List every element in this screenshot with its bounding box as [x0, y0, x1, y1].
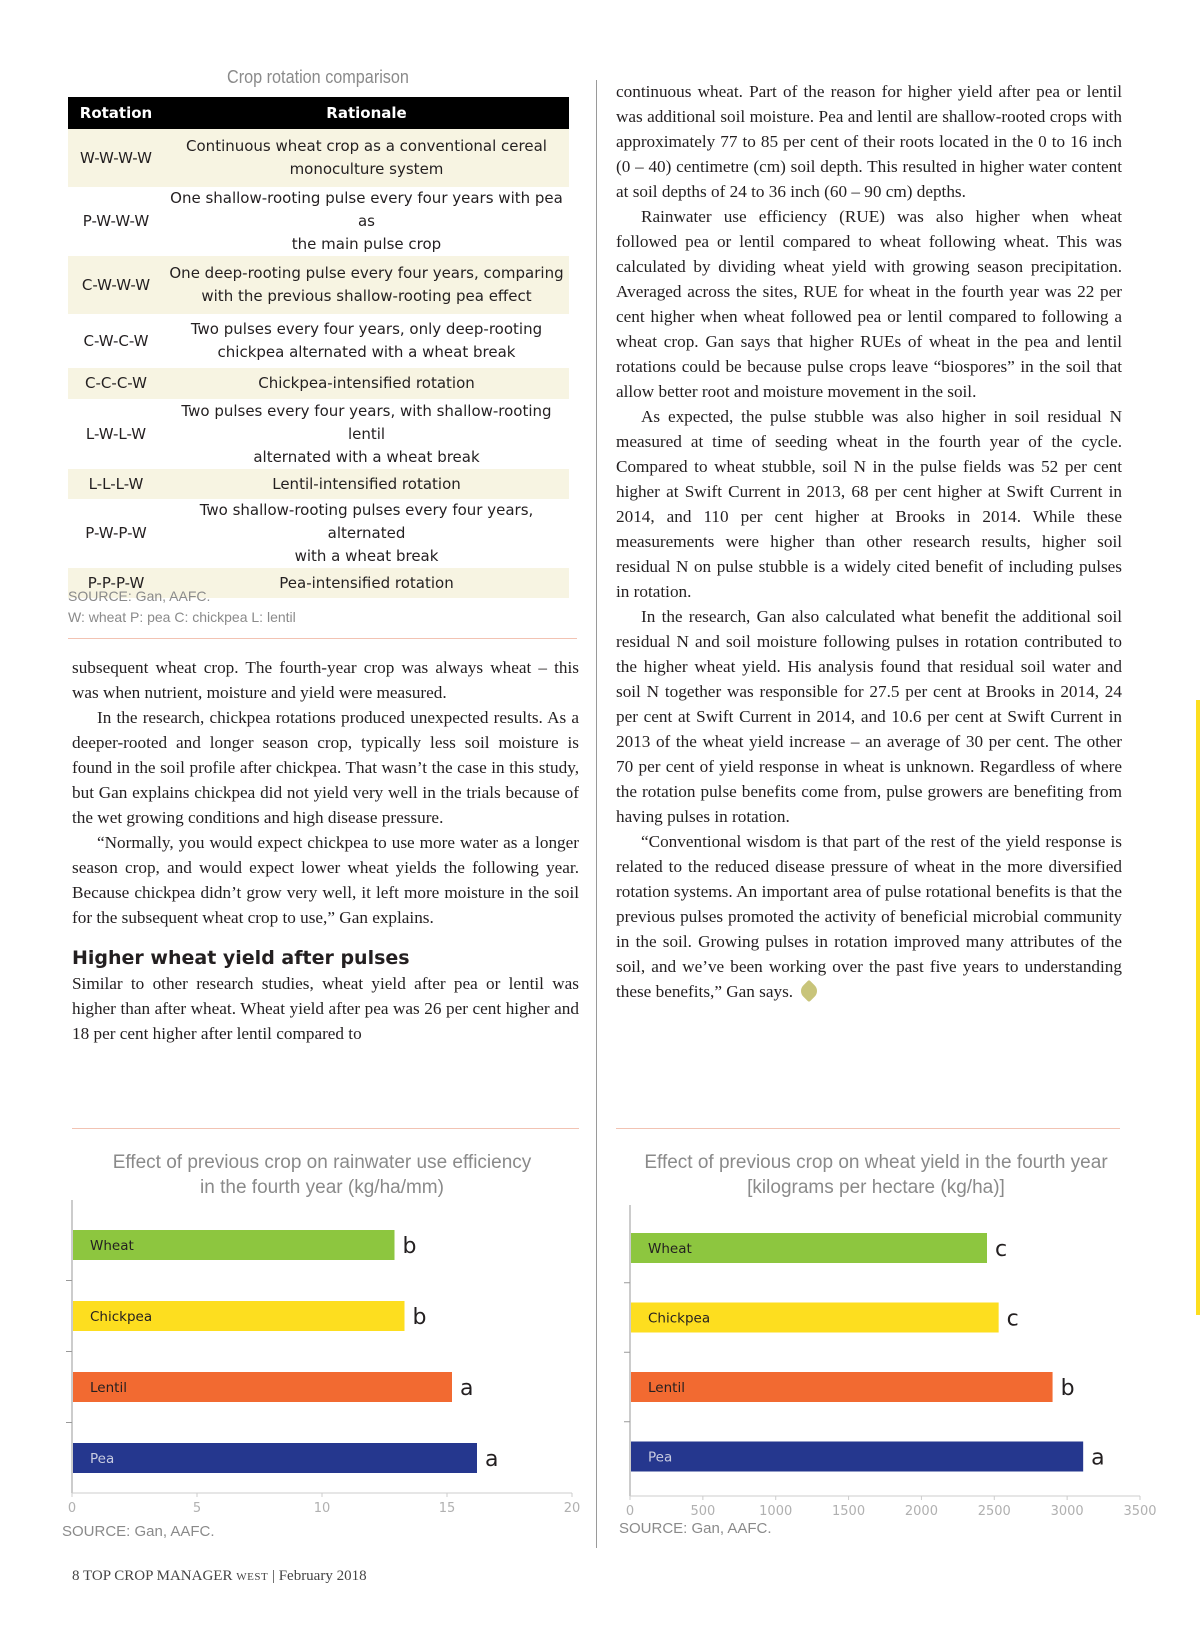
- rationale-line: monoculture system: [289, 160, 444, 178]
- bar-label: Pea: [648, 1449, 673, 1466]
- bar-label: Chickpea: [648, 1310, 711, 1327]
- significance-letter: c: [1006, 1306, 1019, 1332]
- table-row: [68, 469, 569, 499]
- rationale-line: One deep-rooting pulse every four years, comparing: [169, 264, 564, 282]
- rationale-line: with a wheat break: [294, 547, 439, 565]
- issue-date: February 2018: [278, 1568, 367, 1584]
- bar-label: Lentil: [648, 1380, 685, 1396]
- chart1-title-line: in the fourth year (kg/ha/mm): [200, 1177, 444, 1198]
- magazine-name: TOP CROP MANAGER: [82, 1568, 233, 1584]
- paragraph: Similar to other research studies, wheat yield after pea or lentil was higher than after wheat. Wheat yield after pea was 26 per cent higher and 18 per cent higher after lentil compared to: [72, 974, 579, 1043]
- page-number: 8: [72, 1568, 80, 1584]
- rotation-cell: P-P-P-W: [68, 568, 164, 598]
- leaf-end-icon: [798, 980, 821, 1003]
- table-row: [68, 129, 569, 187]
- divider: [72, 1128, 579, 1129]
- table-legend: W: wheat P: pea C: chickpea L: lentil: [68, 609, 296, 625]
- significance-letter: a: [485, 1447, 499, 1472]
- table-header-rotation: Rotation: [68, 97, 164, 129]
- rotation-cell: C-W-W-W: [68, 256, 164, 314]
- table-row: [68, 368, 569, 399]
- page-footer: [72, 1568, 367, 1585]
- rationale-line: One shallow-rooting pulse every four years with pea as: [170, 189, 563, 230]
- rationale-cell: [164, 129, 569, 187]
- significance-letter: b: [1060, 1376, 1075, 1401]
- left-column: [72, 655, 579, 1046]
- rationale-cell: [164, 187, 569, 256]
- table-row: [68, 399, 569, 469]
- bar-label: Wheat: [648, 1241, 692, 1257]
- rationale-line: Continuous wheat crop as a conventional cereal: [186, 137, 547, 155]
- bar-label: Chickpea: [90, 1309, 153, 1325]
- paragraph: In the research, chickpea rotations produced unexpected results. As a deeper-rooted and longer season crop, typically less soil moisture is found in the soil profile after chickpea. That wasn’t the case in this study, but Gan explains chickpea did not yield very well in the trials because of the wet growing conditions and high disease pressure.: [72, 708, 579, 827]
- table-row: [68, 187, 569, 256]
- table-row: [68, 256, 569, 314]
- rotation-cell: C-C-C-W: [68, 368, 164, 399]
- bar-label: Pea: [90, 1451, 115, 1467]
- column-divider: [596, 80, 597, 1548]
- bar-lentil: [631, 1372, 1053, 1402]
- bar-lentil: [73, 1372, 452, 1402]
- significance-letter: b: [412, 1305, 427, 1330]
- footer-separator: |: [271, 1568, 275, 1584]
- yield-chart: [615, 1205, 1185, 1520]
- table-title: Crop rotation comparison: [227, 67, 409, 87]
- paragraph-text: “Conventional wisdom is that part of the rest of the yield response is related to the reduced disease pressure of wheat in the more diversified rotation systems. An important area of pulse rotational benefits is that the previous pulses promoted the activity of beneficial microbial community in the soil. Growing pulses in rotation improved many attributes of the soil, and we’ve been working over the past five years to understanding these benefits,” Gan says.: [616, 832, 1122, 1001]
- bar-label: Wheat: [90, 1238, 134, 1254]
- paragraph: subsequent wheat crop. The fourth-year crop was always wheat – this was when nutrient, moisture and yield were measured.: [72, 658, 579, 702]
- rationale-line: Pea-intensified rotation: [279, 573, 454, 592]
- paragraph: continuous wheat. Part of the reason for higher yield after pea or lentil was additional soil moisture. Pea and lentil are shallow-rooted crops with approximately 77 to 85 per cent of their roots located in the 0 to 16 inch (0 – 40) centimetre (cm) soil depth. This resulted in higher water content at soil depths of 24 to 36 inch (60 – 90 cm) depths.: [616, 82, 1122, 201]
- rationale-cell: [164, 314, 569, 368]
- paragraph: Rainwater use efficiency (RUE) was also higher when wheat followed pea or lentil compared to wheat following wheat. This was calculated by dividing wheat yield with growing season precipitation. Averaged across the sites, RUE for wheat in the fourth year was 22 per cent higher when wheat followed pea or lentil compared to following a wheat crop. Gan says that higher RUEs of wheat in the pea and lentil rotations could be because pulse crops leave “biospores” in the soil that allow better root and moisture movement in the soil.: [616, 207, 1122, 401]
- x-tick-label: 5: [192, 1501, 202, 1515]
- significance-letter: a: [1091, 1445, 1105, 1471]
- rationale-line: the main pulse crop: [291, 235, 442, 253]
- x-tick-label: 3000: [1050, 1504, 1084, 1519]
- rotation-cell: P-W-W-W: [82, 212, 150, 230]
- chart1-source: SOURCE: Gan, AAFC.: [62, 1523, 215, 1540]
- rationale-line: alternated with a wheat break: [253, 447, 480, 466]
- right-column: [616, 79, 1122, 1004]
- x-tick-label: 1000: [759, 1504, 793, 1519]
- rationale-cell: [164, 499, 569, 568]
- rotation-table: [68, 97, 569, 598]
- rationale-cell: [164, 469, 569, 499]
- rationale-line: chickpea alternated with a wheat break: [217, 343, 516, 361]
- rationale-line: Chickpea-intensified rotation: [258, 374, 475, 392]
- table-row: [68, 499, 569, 568]
- chart2-title-line: Effect of previous crop on wheat yield in the fourth year: [644, 1152, 1108, 1173]
- divider: [616, 1128, 1120, 1129]
- chart2-source: SOURCE: Gan, AAFC.: [619, 1520, 772, 1537]
- x-tick-label: 0: [67, 1501, 77, 1515]
- rationale-cell: [164, 256, 569, 314]
- page-edge-accent: [1196, 700, 1200, 1315]
- bar-pea: [631, 1442, 1083, 1472]
- x-tick-label: 10: [313, 1501, 331, 1515]
- x-tick-label: 0: [625, 1504, 635, 1519]
- divider: [68, 638, 577, 639]
- chart1-title: [72, 1150, 572, 1200]
- paragraph: In the research, Gan also calculated what benefit the additional soil residual N and soil moisture following pulses in rotation contributed to the higher wheat yield. His analysis found that residual soil water and soil N together was responsible for 27.5 per cent at Brooks in 2014, 24 per cent at Swift Current in 2014, and 10.6 per cent at Swift Current in 2013 of the wheat yield increase – an average of 30 per cent. The other 70 per cent of yield response in wheat is unknown. Regardless of where the rotation pulse benefits come from, pulse growers are benefiting from having pulses in rotation.: [616, 607, 1122, 826]
- significance-letter: b: [402, 1234, 417, 1259]
- paragraph: “Normally, you would expect chickpea to use more water as a longer season crop, and would expect lower wheat yields the following year. Because chickpea didn’t grow very well, it left more moisture in the soil for the subsequent wheat crop to use,” Gan explains.: [72, 833, 579, 927]
- bar-pea: [73, 1443, 477, 1473]
- rotation-cell: W-W-W-W: [68, 129, 164, 187]
- paragraph: As expected, the pulse stubble was also higher in soil residual N measured at time of seeding wheat in the fourth year of the cycle. Compared to wheat stubble, soil N in the pulse fields was 52 per cent higher at Swift Current in 2013, 68 per cent higher at Swift Current in 2014, and 110 per cent higher at Brooks in 2014. While these measurements were higher than other research results, higher soil residual N on pulse stubble is a widely cited benefit of including pulses in rotation.: [616, 407, 1122, 601]
- magazine-region: WEST: [236, 1571, 269, 1583]
- rationale-line: with the previous shallow-rooting pea effect: [201, 287, 532, 305]
- rotation-cell: L-W-L-W: [85, 424, 147, 443]
- rationale-line: Lentil-intensified rotation: [272, 474, 461, 493]
- section-heading: Higher wheat yield after pulses: [72, 947, 410, 969]
- x-tick-label: 15: [438, 1501, 456, 1515]
- chart2-title: [616, 1150, 1136, 1200]
- rue-chart: [60, 1200, 590, 1515]
- rotation-cell: C-W-C-W: [83, 331, 149, 350]
- x-tick-label: 3500: [1123, 1504, 1157, 1519]
- x-tick-label: 500: [690, 1504, 716, 1519]
- significance-letter: c: [995, 1237, 1008, 1262]
- rationale-line: Two shallow-rooting pulses every four years, alternated: [199, 501, 534, 542]
- rationale-cell: [164, 399, 569, 469]
- x-tick-label: 2000: [904, 1504, 938, 1519]
- table-source: SOURCE: Gan, AAFC.: [68, 588, 211, 604]
- rotation-cell: L-L-L-W: [68, 469, 164, 499]
- significance-letter: a: [460, 1376, 474, 1401]
- table-header-rationale: Rationale: [164, 97, 569, 129]
- paragraph: [616, 829, 1122, 1004]
- rationale-line: Two pulses every four years, with shallow-rooting lentil: [181, 401, 552, 443]
- table-row: [68, 314, 569, 368]
- rationale-line: Two pulses every four years, only deep-rooting: [190, 320, 543, 338]
- bar-label: Lentil: [90, 1380, 127, 1396]
- x-tick-label: 2500: [977, 1504, 1011, 1519]
- x-tick-label: 20: [563, 1501, 581, 1515]
- rationale-cell: [164, 368, 569, 399]
- rotation-cell: P-W-P-W: [85, 524, 147, 542]
- x-tick-label: 1500: [832, 1504, 866, 1519]
- chart1-title-line: Effect of previous crop on rainwater use efficiency: [112, 1152, 532, 1173]
- chart2-title-line: [kilograms per hectare (kg/ha)]: [747, 1177, 1005, 1198]
